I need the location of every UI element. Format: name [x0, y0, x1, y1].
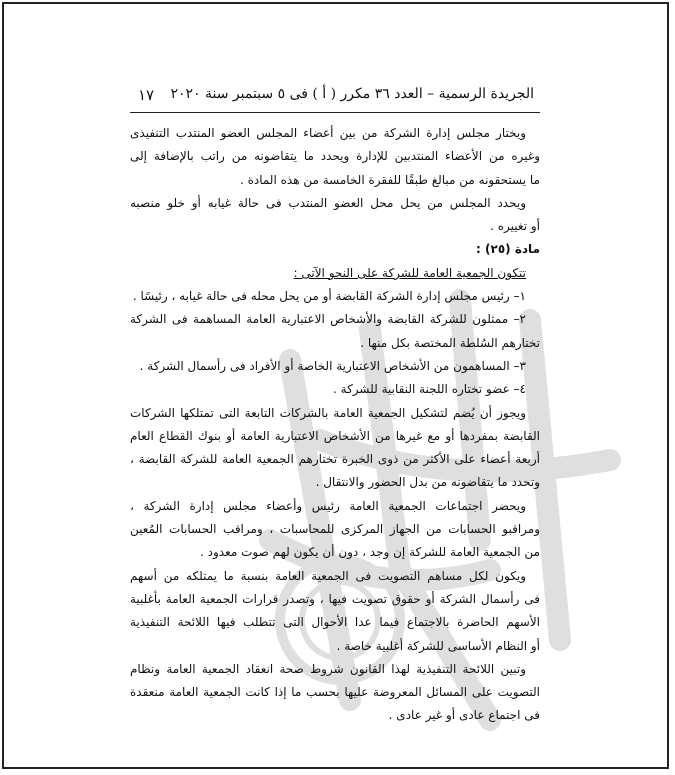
text-line: من الجمعية العامة للشركة إن وجد ، دون أن يكون لهم صوت معدود .	[199, 545, 540, 560]
text-line: ما يستحقونه من مبالغ طبقًا للفقرة الخامسة من هذه المادة .	[239, 172, 540, 187]
gazette-title: الجريدة الرسمية – العدد ٣٦ مكرر ( أ ) فى ٥ سبتمبر سنة ٢٠٢٠	[170, 86, 534, 102]
text-line: ويحضر اجتماعات الجمعية العامة رئيس وأعضاء مجلس إدارة الشركة ،	[130, 498, 526, 513]
text-line: ومراقبو الحسابات من الجهاز المركزى للمحاسبات ، ومراقب الحسابات المُعين	[130, 522, 540, 537]
article-heading: مادة (٢٥) :	[476, 242, 540, 257]
text-line: ويكون لكل مساهم التصويت فى الجمعية العامة بنسبة ما يمتلكه من أسهم	[130, 568, 526, 583]
text-line: التصويت على المسائل المعروضة عليها بحسب ما إذا كانت الجمعية العامة منعقدة	[130, 685, 540, 700]
text-line: ويجوز أن يُضم لتشكيل الجمعية العامة بالشركات التابعة التى تمتلكها الشركات	[130, 405, 526, 420]
text-line: ويختار مجلس إدارة الشركة من بين أعضاء المجلس العضو المنتدب التنفيذى	[130, 126, 526, 140]
text-line: فى اجتماع عادى أو غير عادى .	[388, 708, 540, 723]
list-item: ٤– عضو تختاره اللجنة النقابية للشركة .	[333, 382, 526, 397]
text-line: تختارهم السُلطة المختصة بكل منها .	[360, 335, 540, 350]
section-intro: تتكون الجمعية العامة للشركة على النحو الآتى :	[293, 265, 526, 280]
text-line: أو النظام الأساسى للشركة أغلبية خاصة .	[336, 638, 540, 653]
list-item: ٢– ممثلون للشركة القابضة والأشخاص الاعتبارية العامة المساهمة فى الشركة	[130, 312, 526, 327]
text-line: وتبين اللائحة التنفيذية لهذا القانون شروط صحة انعقاد الجمعية العامة ونظام	[130, 661, 526, 676]
list-item: ١– رئيس مجلس إدارة الشركة القابضة أو من يحل محله فى حالة غيابه ، رئيسًا .	[132, 289, 526, 304]
document-body	[130, 122, 540, 728]
text-line: الأسهم الحاضرة بالاجتماع فيما عدا الأحوال التى تتطلب فيها اللائحة التنفيذية	[130, 615, 540, 630]
text-line: وغيره من الأعضاء المنتدبين للإدارة ويحدد ما يتقاضونه من راتب بالإضافة إلى	[130, 149, 540, 164]
list-item: ٣– المساهمون من الأشخاص الاعتبارية الخاصة أو الأفراد فى رأسمال الشركة .	[139, 358, 526, 373]
header-divider	[130, 112, 540, 113]
text-line: أو تغييره .	[490, 219, 540, 234]
page-number: ١٧	[138, 86, 155, 104]
text-line: فى رأسمال الشركة أو حقوق تصويت فيها ، وتصدر قرارات الجمعية العامة بأغلبية	[130, 591, 540, 606]
text-line: ويحدد المجلس من يحل محل العضو المنتدب فى حالة غيابه أو خلو منصبه	[130, 195, 526, 210]
page-header	[130, 86, 540, 110]
text-line: أربعة أعضاء على الأكثر من ذوى الخبرة تختارهم الجمعية العامة للشركة القابضة ،	[130, 452, 540, 467]
text-line: وتحدد ما يتقاضونه من بدل الحضور والانتقال .	[315, 475, 540, 490]
text-line: القابضة بمفردها أو مع غيرها من الأشخاص الاعتبارية العامة أو بنوك القطاع العام	[130, 428, 540, 443]
